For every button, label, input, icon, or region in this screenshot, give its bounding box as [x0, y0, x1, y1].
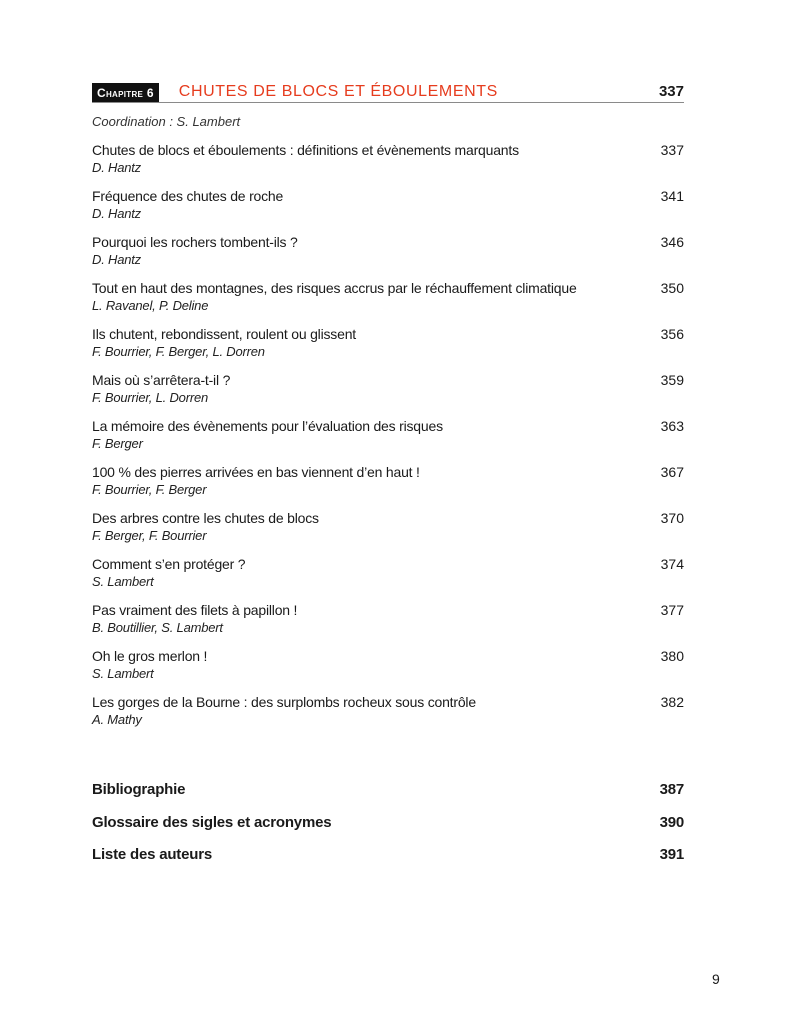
toc-entry [92, 509, 684, 555]
back-matter-title: Liste des auteurs [92, 846, 212, 863]
toc-entry [92, 463, 684, 509]
toc-entry [92, 601, 684, 647]
toc-entry [92, 693, 684, 739]
entry-author: F. Bourrier, F. Berger [92, 482, 207, 497]
entry-title: Fréquence des chutes de roche [92, 188, 284, 204]
entry-title: Oh le gros merlon ! [92, 648, 208, 664]
entry-title: La mémoire des évènements pour l’évaluation des risques [92, 418, 443, 434]
entry-author: D. Hantz [92, 206, 141, 221]
chapter-coordination: Coordination : S. Lambert [92, 114, 241, 129]
table-of-contents [92, 80, 684, 879]
chapter-header [92, 80, 684, 103]
entry-title: Tout en haut des montagnes, des risques accrus par le réchauffement climatique [92, 280, 577, 296]
toc-entry [92, 233, 684, 279]
toc-entry [92, 279, 684, 325]
back-matter-item [92, 781, 684, 814]
toc-entry [92, 141, 684, 187]
back-matter-title: Glossaire des sigles et acronymes [92, 813, 332, 831]
entry-title: Comment s’en protéger ? [92, 556, 246, 572]
entry-page: 380 [660, 648, 684, 664]
entry-title: 100 % des pierres arrivées en bas viennent d’en haut ! [92, 464, 420, 480]
entry-list [92, 141, 684, 739]
entry-page: 374 [660, 556, 684, 572]
entry-title: Des arbres contre les chutes de blocs [92, 510, 319, 526]
entry-page: 377 [660, 602, 684, 618]
back-matter-page: 387 [659, 781, 684, 798]
entry-author: F. Bourrier, L. Dorren [92, 390, 209, 405]
entry-page: 337 [660, 142, 684, 158]
toc-entry [92, 417, 684, 463]
entry-author: S. Lambert [92, 666, 154, 681]
entry-author: A. Mathy [92, 712, 142, 727]
entry-page: 350 [660, 280, 684, 296]
entry-page: 370 [660, 510, 684, 526]
entry-page: 341 [660, 188, 684, 204]
entry-title: Ils chutent, rebondissent, roulent ou glissent [92, 326, 356, 342]
entry-author: D. Hantz [92, 252, 141, 267]
entry-author: F. Berger, F. Bourrier [92, 528, 207, 543]
entry-author: D. Hantz [92, 160, 141, 175]
entry-page: 356 [660, 326, 684, 342]
entry-page: 346 [660, 234, 684, 250]
entry-author: F. Berger [92, 436, 143, 451]
back-matter-title: Bibliographie [92, 781, 186, 798]
back-matter-page: 390 [659, 813, 684, 831]
entry-title: Chutes de blocs et éboulements : définitions et évènements marquants [92, 142, 519, 158]
entry-author: B. Boutillier, S. Lambert [92, 620, 223, 635]
entry-author: S. Lambert [92, 574, 154, 589]
entry-title: Les gorges de la Bourne : des surplombs rocheux sous contrôle [92, 694, 476, 710]
toc-entry [92, 555, 684, 601]
entry-page: 359 [660, 372, 684, 388]
entry-page: 367 [660, 464, 684, 480]
back-matter [92, 781, 684, 879]
entry-page: 363 [660, 418, 684, 434]
back-matter-page: 391 [659, 846, 684, 863]
back-matter-item [92, 814, 684, 847]
entry-author: F. Bourrier, F. Berger, L. Dorren [92, 344, 265, 359]
toc-entry [92, 371, 684, 417]
chapter-tag: Chapitre 6 [92, 83, 159, 102]
chapter-title: CHUTES DE BLOCS ET ÉBOULEMENTS [178, 83, 498, 100]
entry-title: Pas vraiment des filets à papillon ! [92, 602, 298, 618]
page-folio: 9 [712, 971, 720, 987]
back-matter-item [92, 846, 684, 879]
entry-page: 382 [660, 694, 684, 710]
entry-author: L. Ravanel, P. Deline [92, 298, 209, 313]
toc-entry [92, 647, 684, 693]
toc-entry [92, 325, 684, 371]
entry-title: Pourquoi les rochers tombent-ils ? [92, 234, 298, 250]
toc-entry [92, 187, 684, 233]
entry-title: Mais où s’arrêtera-t-il ? [92, 372, 231, 388]
chapter-page-number: 337 [658, 83, 684, 100]
